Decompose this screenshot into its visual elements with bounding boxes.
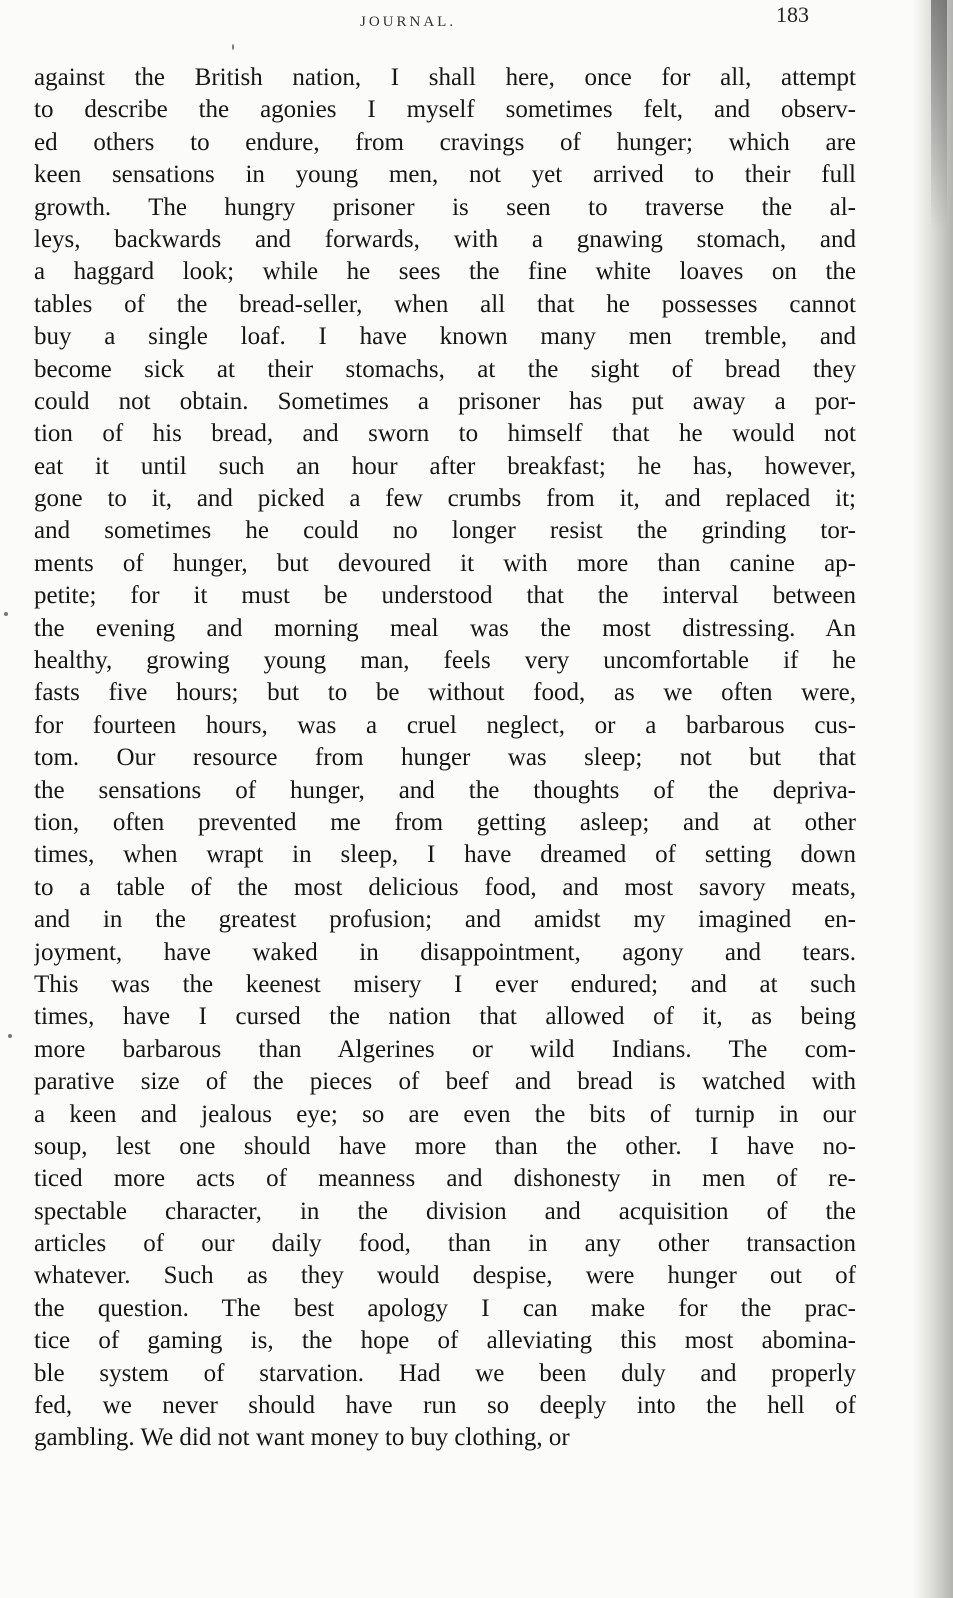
text-line: soup, lest one should have more than the other. I have no- (34, 1132, 856, 1160)
text-line: gambling. We did not want money to buy clothing, or (34, 1424, 570, 1452)
text-line: for fourteen hours, was a cruel neglect, or a barbarous cus- (34, 711, 856, 739)
scan-speck (4, 612, 8, 616)
text-line: become sick at their stomachs, at the sight of bread they (34, 355, 856, 383)
text-line: times, have I cursed the nation that allowed of it, as being (34, 1003, 856, 1031)
text-line: parative size of the pieces of beef and bread is watched with (34, 1068, 856, 1096)
text-line: more barbarous than Algerines or wild Indians. The com- (34, 1035, 856, 1063)
text-line: fed, we never should have run so deeply into the hell of (34, 1392, 856, 1420)
text-line: ticed more acts of meanness and dishonesty in men of re- (34, 1165, 856, 1193)
text-line: spectable character, in the division and acquisition of the (34, 1197, 856, 1225)
page-edge-shadow (913, 0, 953, 1598)
text-line: tables of the bread-seller, when all that he possesses cannot (34, 290, 856, 318)
running-head: JOURNAL. (360, 14, 457, 30)
text-line: ble system of starvation. Had we been duly and properly (34, 1359, 856, 1387)
text-line: articles of our daily food, than in any other transaction (34, 1230, 856, 1258)
text-line: could not obtain. Sometimes a prisoner has put away a por- (34, 387, 856, 415)
text-line: buy a single loaf. I have known many men tremble, and (34, 323, 856, 351)
text-line: growth. The hungry prisoner is seen to traverse the al- (34, 193, 856, 221)
text-line: against the British nation, I shall here, once for all, attempt (34, 64, 856, 91)
text-line: tom. Our resource from hunger was sleep; not but that (34, 744, 856, 772)
text-line: a keen and jealous eye; so are even the bits of turnip in our (34, 1100, 856, 1128)
text-line: the evening and morning meal was the most distressing. An (34, 614, 856, 642)
text-line: and sometimes he could no longer resist the grinding tor- (34, 517, 856, 545)
text-line: ed others to endure, from cravings of hunger; which are (34, 128, 856, 156)
text-line: fasts five hours; but to be without food, as we often were, (34, 679, 856, 707)
body-text (34, 62, 856, 1455)
text-line: eat it until such an hour after breakfast; he has, however, (34, 452, 856, 480)
text-line: the question. The best apology I can make for the prac- (34, 1294, 856, 1322)
text-line: and in the greatest profusion; and amidst my imagined en- (34, 906, 856, 934)
text-line: to describe the agonies I myself sometimes felt, and observ- (34, 96, 856, 124)
text-line: leys, backwards and forwards, with a gnawing stomach, and (34, 225, 856, 253)
text-line: whatever. Such as they would despise, were hunger out of (34, 1262, 856, 1290)
text-line: tice of gaming is, the hope of alleviating this most abomina- (34, 1327, 856, 1355)
text-line: tion of his bread, and sworn to himself that he would not (34, 420, 856, 448)
text-line: keen sensations in young men, not yet arrived to their full (34, 161, 856, 189)
text-line: times, when wrapt in sleep, I have dreamed of setting down (34, 841, 856, 869)
scan-speck (232, 44, 234, 50)
text-line: a haggard look; while he sees the fine white loaves on the (34, 258, 856, 286)
scan-speck (8, 1034, 12, 1038)
text-line: petite; for it must be understood that the interval between (34, 582, 856, 610)
text-line: joyment, have waked in disappointment, agony and tears. (34, 938, 856, 966)
text-line: This was the keenest misery I ever endured; and at such (34, 970, 856, 998)
text-line: healthy, growing young man, feels very uncomfortable if he (34, 647, 856, 675)
text-line: ments of hunger, but devoured it with more than canine ap- (34, 549, 856, 577)
text-line: tion, often prevented me from getting asleep; and at other (34, 808, 856, 836)
text-line: to a table of the most delicious food, and most savory meats, (34, 873, 856, 901)
text-line: the sensations of hunger, and the thoughts of the depriva- (34, 776, 856, 804)
page-number: 183 (776, 2, 809, 27)
text-line: gone to it, and picked a few crumbs from it, and replaced it; (34, 485, 856, 513)
